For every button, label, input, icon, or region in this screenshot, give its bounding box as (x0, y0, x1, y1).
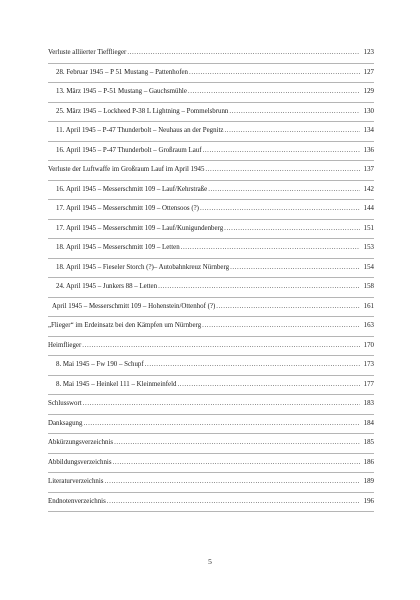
toc-entry[interactable] (48, 44, 374, 64)
toc-entry[interactable] (48, 64, 374, 84)
toc-dot-leader (188, 83, 360, 102)
toc-entry-page: 158 (363, 283, 374, 290)
toc-entry[interactable] (48, 337, 374, 357)
toc-dot-leader (203, 142, 360, 161)
toc-dot-leader (177, 376, 360, 395)
toc-entry-title: Literaturverzeichnis (48, 478, 104, 485)
toc-entry-title: Abbildungsverzeichnis (48, 458, 112, 466)
toc-entry-page: 183 (363, 400, 374, 407)
toc-entry[interactable] (48, 415, 374, 435)
toc-entry[interactable] (48, 454, 374, 474)
toc-entry-page: 185 (363, 439, 374, 446)
toc-entry-title: Danksagung (48, 419, 83, 427)
toc-entry-page: 163 (363, 322, 374, 329)
toc-entry-page: 129 (363, 88, 374, 95)
toc-entry-title: 13. März 1945 – P-51 Mustang – Gauchsmühle (56, 88, 187, 95)
toc-entry[interactable] (48, 161, 374, 181)
toc-entry[interactable] (48, 83, 374, 103)
toc-entry-page: 177 (363, 380, 374, 388)
toc-dot-leader (83, 415, 360, 434)
toc-entry[interactable] (48, 298, 374, 318)
toc-entry-page: 137 (363, 166, 374, 173)
toc-entry-page: 130 (363, 107, 374, 115)
toc-entry-title: 11. April 1945 – P-47 Thunderbolt – Neuhaus an der Pegnitz (56, 127, 224, 134)
toc-entry-page: 123 (363, 49, 374, 56)
toc-entry-page: 184 (363, 419, 374, 427)
toc-entry[interactable] (48, 473, 374, 493)
toc-entry-page: 173 (363, 361, 374, 368)
toc-dot-leader (208, 181, 360, 200)
toc-entry-title: Verluste der Luftwaffe im Großraum Lauf im April 1945 (48, 166, 205, 173)
toc-entry-title: 18. April 1945 – Messerschmitt 109 – Letten (56, 244, 180, 251)
toc-entry-title: Schlusswort (48, 400, 82, 407)
toc-dot-leader (229, 103, 360, 122)
toc-dot-leader (224, 122, 360, 141)
toc-entry-title: April 1945 – Messerschmitt 109 – Hohenstein/Ottenhof (?) (52, 302, 216, 310)
toc-dot-leader (189, 64, 360, 83)
toc-entry-title: Abkürzungsverzeichnis (48, 439, 114, 446)
toc-entry-title: Endnotenverzeichnis (48, 497, 106, 505)
toc-entry[interactable] (48, 142, 374, 162)
toc-dot-leader (216, 298, 360, 317)
toc-entry[interactable] (48, 395, 374, 415)
toc-entry-title: 16. April 1945 – P-47 Thunderbolt – Großraum Lauf (56, 146, 202, 154)
toc-entry-page: 151 (363, 224, 374, 232)
toc-entry-title: „Flieger“ im Erdeinsatz bei den Kämpfen um Nürnberg (48, 322, 202, 329)
toc-entry-title: 8. Mai 1945 – Fw 190 – Schupf (56, 361, 144, 368)
toc-dot-leader (83, 395, 360, 414)
toc-entry[interactable] (48, 278, 374, 298)
toc-entry-title: 18. April 1945 – Fieseler Storch (?)– Autobahnkreuz Nürnberg (56, 263, 230, 271)
toc-entry[interactable] (48, 122, 374, 142)
toc-entry-page: 186 (363, 458, 374, 466)
toc-entry-title: 24. April 1945 – Junkers 88 – Letten (56, 283, 158, 290)
toc-entry-title: 25. März 1945 – Lockheed P-38 L Lightning – Pommelsbrunn (56, 107, 229, 115)
toc-entry[interactable] (48, 200, 374, 220)
toc-entry-title: 8. Mai 1945 – Heinkel 111 – Kleinmeinfeld (56, 380, 177, 388)
toc-dot-leader (107, 493, 360, 512)
toc-entry-page: 189 (363, 478, 374, 485)
toc-entry[interactable] (48, 376, 374, 396)
toc-entry[interactable] (48, 493, 374, 513)
toc-dot-leader (205, 161, 360, 180)
toc-entry[interactable] (48, 239, 374, 259)
toc-entry-page: 144 (363, 205, 374, 212)
toc-entry[interactable] (48, 220, 374, 240)
toc-entry-title: 17. April 1945 – Messerschmitt 109 – Ottensoos (?) (56, 205, 199, 212)
toc-entry-page: 134 (363, 127, 374, 134)
table-of-contents (48, 44, 374, 512)
toc-dot-leader (114, 434, 360, 453)
toc-entry-page: 161 (363, 302, 374, 310)
toc-dot-leader (82, 337, 360, 356)
toc-dot-leader (113, 454, 360, 473)
toc-entry-page: 170 (363, 341, 374, 349)
toc-dot-leader (104, 473, 360, 492)
toc-entry-page: 153 (363, 244, 374, 251)
toc-entry[interactable] (48, 259, 374, 279)
toc-dot-leader (202, 317, 360, 336)
toc-entry-page: 136 (363, 146, 374, 154)
toc-entry-title: Heimflieger (48, 341, 82, 349)
toc-entry-page: 196 (363, 497, 374, 505)
toc-entry-page: 127 (363, 68, 374, 76)
toc-entry-title: 16. April 1945 – Messerschmitt 109 – Lauf/Kehrstraße (56, 185, 208, 193)
toc-entry[interactable] (48, 181, 374, 201)
toc-entry-title: Verluste alliierter Tiefflieger (48, 49, 127, 56)
toc-entry[interactable] (48, 434, 374, 454)
toc-entry[interactable] (48, 356, 374, 376)
toc-dot-leader (127, 44, 360, 63)
toc-entry-page: 154 (363, 263, 374, 271)
toc-entry[interactable] (48, 103, 374, 123)
toc-entry-page: 142 (363, 185, 374, 193)
toc-dot-leader (158, 278, 360, 297)
toc-dot-leader (224, 220, 360, 239)
toc-entry-title: 28. Februar 1945 – P 51 Mustang – Pattenhofen (56, 68, 188, 76)
toc-dot-leader (145, 356, 360, 375)
page-number: 5 (208, 557, 212, 566)
toc-dot-leader (181, 239, 360, 258)
toc-dot-leader (230, 259, 360, 278)
toc-entry-title: 17. April 1945 – Messerschmitt 109 – Lauf/Kunigundenberg (56, 224, 224, 232)
toc-entry[interactable] (48, 317, 374, 337)
toc-dot-leader (200, 200, 360, 219)
